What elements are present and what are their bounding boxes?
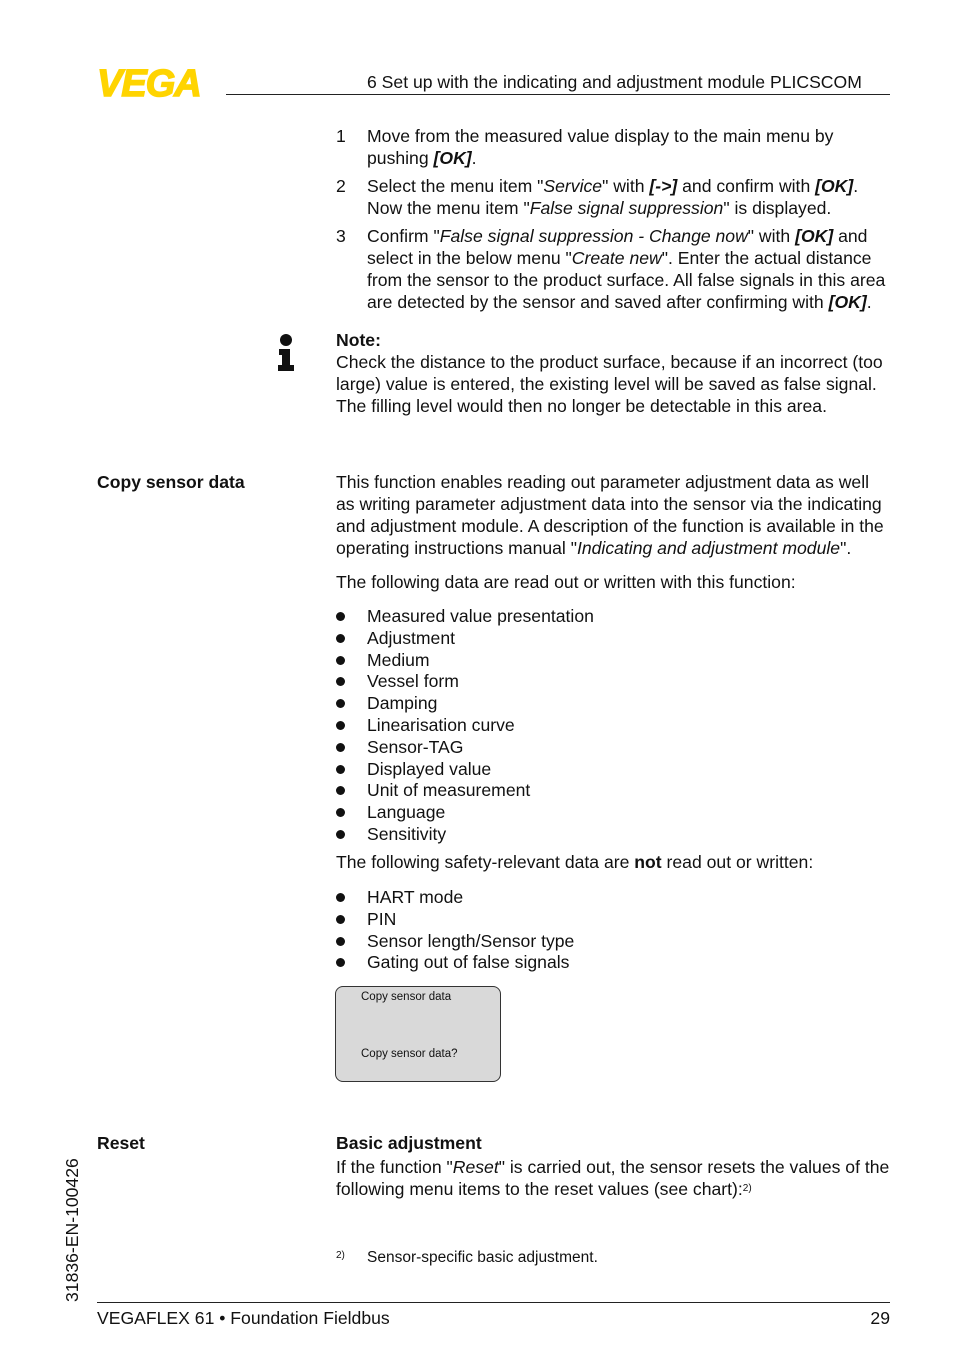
bullet-icon — [336, 786, 345, 795]
list-item: Displayed value — [336, 758, 890, 780]
bullet-icon — [336, 612, 345, 621]
list-item: Linearisation curve — [336, 714, 890, 736]
reset-text: If the function "Reset" is carried out, the sensor resets the values of the following menu items to the reset values (see chart):$^{2)}$ — [336, 1157, 890, 1199]
step-number: 1 — [336, 126, 346, 146]
footnote-text: Sensor-specific basic adjustment. — [367, 1249, 598, 1266]
bullet-icon — [336, 721, 345, 730]
page-number: 29 — [870, 1308, 890, 1328]
basic-adjustment-heading: Basic adjustment — [336, 1133, 482, 1153]
reset-heading: Reset — [97, 1133, 145, 1153]
list-item: Sensor length/Sensor type — [336, 930, 890, 952]
bullet-icon — [336, 937, 345, 946]
step-number: 2 — [336, 176, 346, 196]
list-item: Unit of measurement — [336, 779, 890, 801]
list-item: Measured value presentation — [336, 605, 890, 627]
bullet-icon — [336, 808, 345, 817]
step-3 — [336, 225, 890, 313]
bullet-icon — [336, 765, 345, 774]
step-2 — [336, 175, 890, 219]
copy-sensor-intro: This function enables reading out parameter adjustment data as well as writing parameter adjustment data into the sensor via the indicating and adjustment module. A description of the function is available in the operating instructions manual "Indicating and adjustment module". — [336, 472, 884, 558]
list-item: Sensitivity — [336, 823, 890, 845]
footer-rule — [97, 1302, 890, 1303]
display-line-1: Copy sensor data — [361, 991, 452, 1003]
step-1 — [336, 125, 890, 169]
list-item: Medium — [336, 649, 890, 671]
list-item: HART mode — [336, 886, 890, 908]
footnote-ref: 2) — [742, 1183, 752, 1194]
list-item: Damping — [336, 692, 890, 714]
note-title: Note: — [336, 330, 381, 350]
bullet-icon — [336, 893, 345, 902]
info-icon — [277, 333, 297, 373]
list-item: PIN — [336, 908, 890, 930]
copy-sensor-heading: Copy sensor data — [97, 472, 245, 492]
logo-text: VEGA — [97, 66, 201, 98]
bullet-icon — [336, 634, 345, 643]
list-item: Language — [336, 801, 890, 823]
vega-logo — [97, 66, 219, 98]
list-item: Gating out of false signals — [336, 951, 890, 973]
footer-product: VEGAFLEX 61 • Foundation Fieldbus — [97, 1308, 390, 1328]
footnote-number: 2) — [336, 1250, 345, 1261]
read-data-list — [336, 605, 890, 845]
section-title: 6 Set up with the indicating and adjustment module PLICSCOM — [367, 72, 862, 92]
step-text: Confirm "False signal suppression - Change now" with [OK] and select in the below menu "Create new". Enter the actual distance from the sensor to the product surface. All false signals in this area are detected by the sensor and saved after confirming with [OK]. — [367, 226, 886, 312]
list-item: Adjustment — [336, 627, 890, 649]
display-line-2: Copy sensor data? — [361, 1048, 458, 1060]
bullet-icon — [336, 830, 345, 839]
bullet-icon — [336, 743, 345, 752]
safety-data-list — [336, 886, 890, 973]
note-text: Check the distance to the product surface, because if an incorrect (too large) value is entered, the existing level will be saved as false signal. The filling level would then no longer be detectable in this area. — [336, 352, 883, 416]
read-list-intro: The following data are read out or written with this function: — [336, 572, 796, 592]
bullet-icon — [336, 677, 345, 686]
bullet-icon — [336, 958, 345, 967]
display-screen — [335, 986, 501, 1082]
list-item: Vessel form — [336, 670, 890, 692]
bullet-icon — [336, 915, 345, 924]
step-number: 3 — [336, 226, 346, 246]
bullet-icon — [336, 656, 345, 665]
header-rule — [226, 94, 890, 95]
document-id: 31836-EN-100426 — [62, 1158, 82, 1302]
step-text: Select the menu item "Service" with [->] and confirm with [OK]. Now the menu item "False signal suppression" is displayed. — [367, 176, 859, 218]
safety-list-intro: The following safety-relevant data are not read out or written: — [336, 852, 814, 872]
list-item: Sensor-TAG — [336, 736, 890, 758]
bullet-icon — [336, 699, 345, 708]
step-text: Move from the measured value display to the main menu by pushing [OK]. — [367, 126, 834, 168]
